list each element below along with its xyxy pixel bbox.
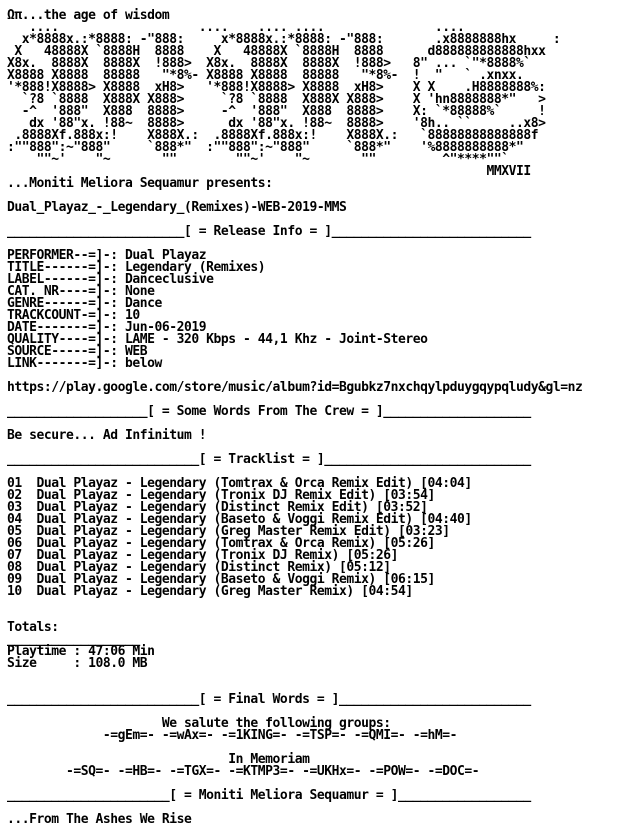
- nfo-line: Dual_Playaz_-_Legendary_(Remixes)-WEB-2019-MMS: [7, 200, 347, 215]
- nfo-line: LABEL------=]-: Danceclusive: [7, 272, 214, 287]
- nfo-line: -=SQ=- -=HB=- -=TGX=- -=KTMP3=- -=UKHx=- -=POW=- -=DOC=-: [7, 764, 480, 779]
- nfo-line: 10 Dual Playaz - Legendary (Greg Master Remix) [04:54]: [7, 584, 413, 599]
- nfo-line: TITLE------=]-: Legendary (Remixes): [7, 260, 266, 275]
- nfo-line: ""~' "~ "" ""~' "~ "" ^"****""`: [7, 152, 509, 167]
- nfo-line: ...From The Ashes We Rise: [7, 812, 192, 827]
- nfo-line: PERFORMER--=]-: Dual Playaz: [7, 248, 207, 263]
- nfo-line: __________________________[ = Tracklist = ]____________________________: [7, 452, 531, 467]
- nfo-line: QUALITY----=]-: LAME - 320 Kbps - 44,1 Khz - Joint-Stereo: [7, 332, 428, 347]
- nfo-line: 02 Dual Playaz - Legendary (Tronix DJ Remix Edit) [03:54]: [7, 488, 435, 503]
- nfo-line: [7, 670, 582, 682]
- nfo-line: TRACKCOUNT-=]-: 10: [7, 308, 140, 323]
- nfo-line: -^ '888" X888 8888> -^ '888" X888 8888> X: `*88888%` !: [7, 104, 546, 119]
- nfo-line: Size : 108.0 MB: [7, 656, 148, 671]
- nfo-line: LINK-------=]-: below: [7, 356, 162, 371]
- nfo-line: Ωπ...the age of wisdom: [7, 8, 170, 23]
- nfo-line: `?8 `8888 X888X X888> `?8 `8888 X888X X888> X 'hn8888888*" >: [7, 92, 546, 107]
- nfo-line: __________________________[ = Final Words = ]__________________________: [7, 692, 531, 707]
- nfo-line: 07 Dual Playaz - Legendary (Tronix DJ Remix) [05:26]: [7, 548, 398, 563]
- nfo-line: .8888Xf.888x:! X888X.: .8888Xf.888x:! X888X.: `88888888888888f: [7, 128, 539, 143]
- nfo-line: X8x. 8888X 8888X !888> X8x. 8888X 8888X !888> 8" ... `"*8888%`: [7, 56, 531, 71]
- nfo-line: X8888 X8888 88888 "*8%- X8888 X8888 88888 "*8%- ! " ` .xnxx.: [7, 68, 524, 83]
- nfo-line: .... .... .... .... ....: [7, 20, 465, 35]
- nfo-line: We salute the following groups:: [7, 716, 391, 731]
- nfo-line: ___________________[ = Some Words From The Crew = ]____________________: [7, 404, 531, 419]
- nfo-line: :""888":~"888" `888*" :""888":~"888" `888*" '%8888888888*": [7, 140, 524, 155]
- nfo-line: SOURCE-----=]-: WEB: [7, 344, 148, 359]
- nfo-line: 08 Dual Playaz - Legendary (Distinct Remix) [05:12]: [7, 560, 391, 575]
- nfo-line: 04 Dual Playaz - Legendary (Baseto & Voggi Remix Edit) [04:40]: [7, 512, 472, 527]
- nfo-line: 03 Dual Playaz - Legendary (Distinct Remix Edit) [03:52]: [7, 500, 428, 515]
- nfo-line: [7, 610, 582, 622]
- nfo-line: ...Moniti Meliora Sequamur presents:: [7, 176, 273, 191]
- nfo-line: 06 Dual Playaz - Legendary (Tomtrax & Orca Remix) [05:26]: [7, 536, 435, 551]
- nfo-line: DATE-------=]-: Jun-06-2019: [7, 320, 207, 335]
- nfo-line: GENRE------=]-: Dance: [7, 296, 162, 311]
- nfo-line: ________________________[ = Release Info = ]___________________________: [7, 224, 531, 239]
- nfo-line: Playtime : 47:06 Min: [7, 644, 155, 659]
- nfo-line: In Memoriam: [7, 752, 310, 767]
- nfo-line: CAT. NR----=]-: None: [7, 284, 155, 299]
- nfo-line: 09 Dual Playaz - Legendary (Baseto & Voggi Remix) [06:15]: [7, 572, 435, 587]
- nfo-line: ______________________[ = Moniti Meliora Sequamur = ]__________________: [7, 788, 531, 803]
- nfo-line: x*8888x.:*8888: -"888: x*8888x.:*8888: -"888: .x8888888hx :: [7, 32, 561, 47]
- nfo-line: dx '88"x. !88~ 8888> dx '88"x. !88~ 8888> '8h.. `` ..x8>: [7, 116, 546, 131]
- nfo-line: Be secure... Ad Infinitum !: [7, 428, 207, 443]
- nfo-line: __________________: [7, 632, 140, 647]
- nfo-line: Totals:: [7, 620, 59, 635]
- nfo-line: [7, 598, 582, 610]
- nfo-line: '*888!X8888> X8888 xH8> '*888!X8888> X8888 xH8> X X .H8888888%:: [7, 80, 546, 95]
- nfo-line: 05 Dual Playaz - Legendary (Greg Master Remix Edit) [03:23]: [7, 524, 450, 539]
- nfo-text: [7, 10, 582, 826]
- nfo-line: -=gEm=- -=wAx=- -=1KING=- -=TSP=- -=QMI=- -=hM=-: [7, 728, 457, 743]
- nfo-line: MMXVII: [7, 164, 531, 179]
- nfo-line: X 48888X `8888H 8888 X 48888X `8888H 8888 d888888888888hxx: [7, 44, 546, 59]
- nfo-line: 01 Dual Playaz - Legendary (Tomtrax & Orca Remix Edit) [04:04]: [7, 476, 472, 491]
- nfo-line[interactable]: https://play.google.com/store/music/album?id=Bgubkz7nxchqylpduygqypqludy&gl=nz: [7, 380, 583, 395]
